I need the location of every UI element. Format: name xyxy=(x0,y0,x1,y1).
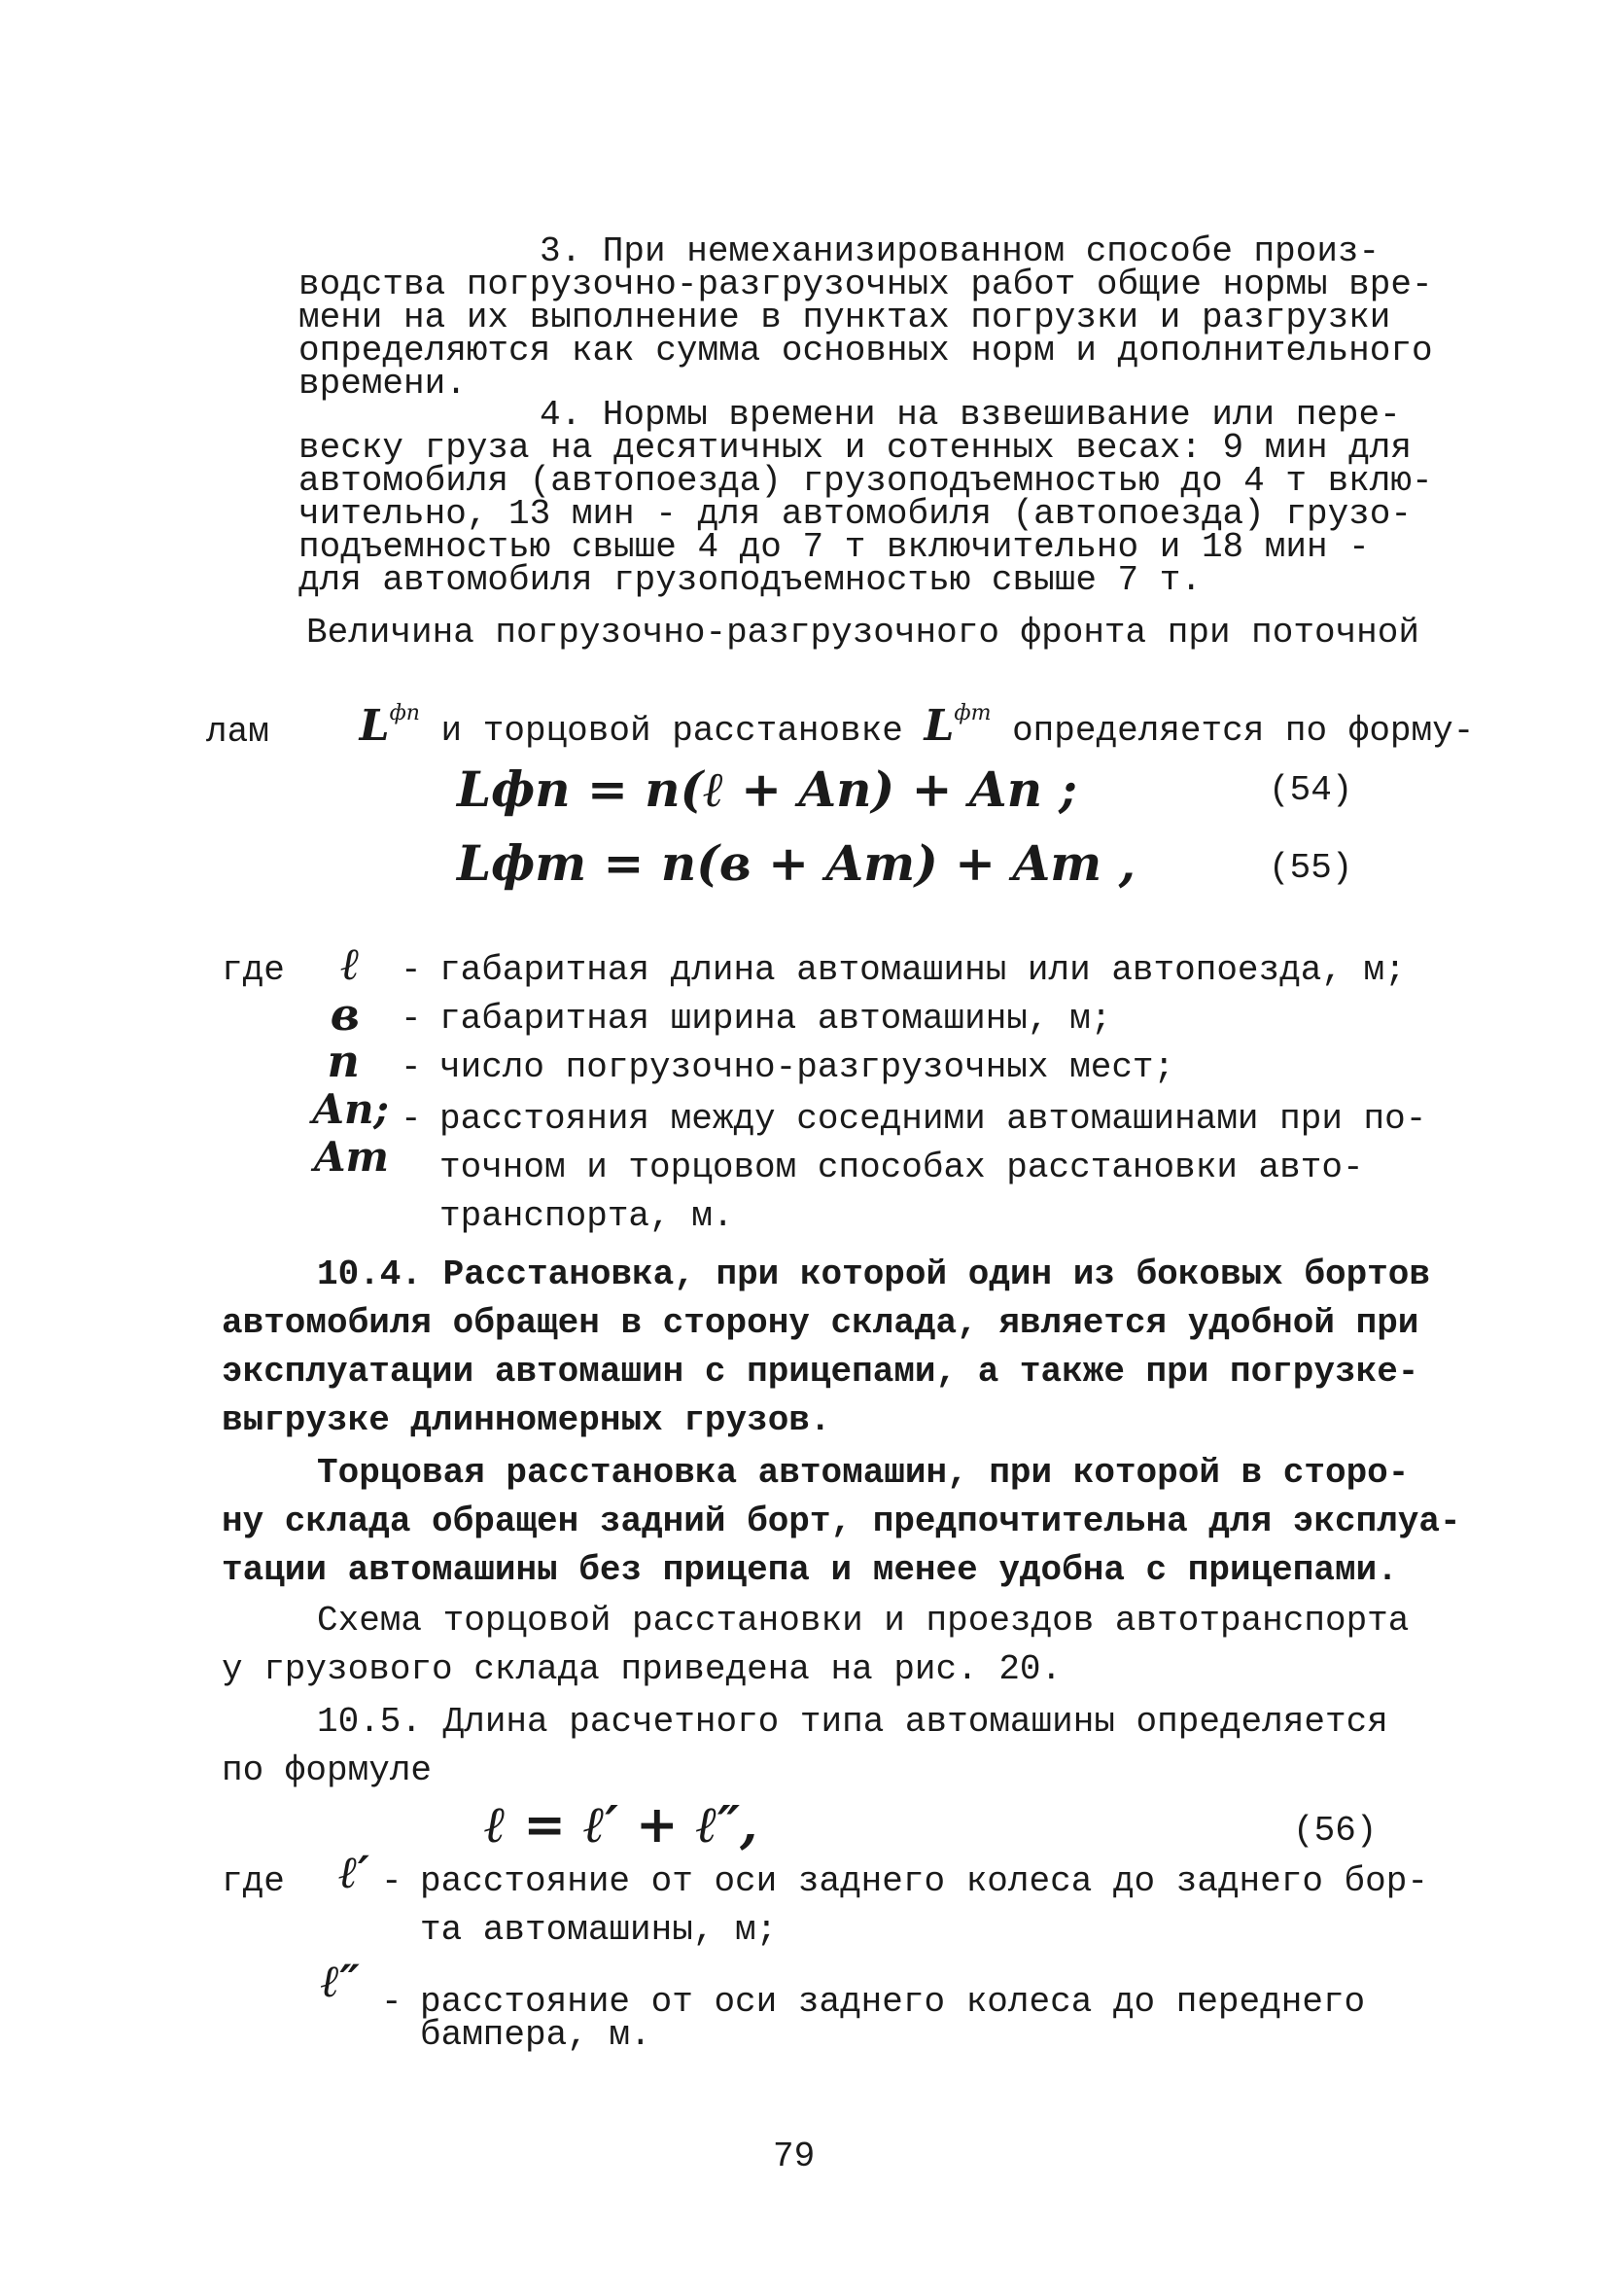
definition-text: транспорта, м. xyxy=(439,1196,734,1236)
dash: - xyxy=(381,1982,402,2022)
text-line: Торцовая расстановка автомашин, при которой в сторо- xyxy=(317,1453,1410,1493)
definition-text: расстояния между соседними автомашинами при по- xyxy=(439,1099,1427,1139)
dash: - xyxy=(381,1861,402,1901)
definition-text: габаритная длина автомашины или автопоезда, м; xyxy=(439,950,1406,990)
symbol-L-fp: L xyxy=(359,701,390,751)
text-line: лам xyxy=(206,712,269,752)
text-line: тации автомашины без прицепа и менее удобна с прицепами. xyxy=(222,1550,1398,1590)
text-line: мени на их выполнение в пунктах погрузки и разгрузки xyxy=(298,298,1391,337)
equation-number: (55) xyxy=(1269,848,1353,888)
text-line: веску груза на десятичных и сотенных весах: 9 мин для xyxy=(298,428,1412,468)
definition-text: бампера, м. xyxy=(420,2015,651,2055)
definition-text: расстояние от оси заднего колеса до заднего бор- xyxy=(420,1861,1428,1901)
equation-number: (56) xyxy=(1293,1811,1378,1851)
text-line: водства погрузочно-разгрузочных работ общие нормы вре- xyxy=(298,265,1433,304)
symbol-l-double-prime: ℓ″ xyxy=(320,1955,360,2007)
text-line: 10.4. Расстановка, при которой один из боковых бортов xyxy=(317,1254,1430,1294)
text-line: 3. При немеханизированном способе произ- xyxy=(540,231,1381,271)
definition-text: расстояние от оси заднего колеса до переднего xyxy=(420,1982,1366,2022)
page-number: 79 xyxy=(773,2137,816,2176)
text-line: 4. Нормы времени на взвешивание или пере- xyxy=(540,395,1401,435)
symbol-an-at: Aп; Aт xyxy=(312,1085,389,1181)
text-line: определяются как сумма основных норм и дополнительного xyxy=(298,331,1433,371)
text-line: автомобиля (автопоезда) грузоподъемностью до 4 т вклю- xyxy=(298,461,1433,501)
dash: - xyxy=(401,1099,422,1139)
dash: - xyxy=(401,950,422,990)
text-line: чительно, 13 мин - для автомобиля (автопоезда) грузо- xyxy=(298,494,1412,534)
text-line: для автомобиля грузоподъемностью свыше 7 т. xyxy=(298,560,1202,600)
symbol-l: ℓ xyxy=(340,937,360,990)
symbol-L-ft: L xyxy=(924,701,955,751)
text-line: выгрузке длинномерных грузов. xyxy=(222,1400,831,1440)
definition-text: габаритная ширина автомашины, м; xyxy=(439,999,1112,1039)
text-line: у грузового склада приведена на рис. 20. xyxy=(222,1649,1063,1689)
text-line: времени. xyxy=(298,364,467,404)
text-line: $L^{фп}$ и торцовой расстановке $L^{фт}$ определяется по форму- xyxy=(359,701,1475,751)
where-label: где xyxy=(222,950,285,990)
where-label: где xyxy=(222,1861,285,1901)
symbol-n: n xyxy=(327,1035,360,1087)
text-line: эксплуатации автомашин с прицепами, а также при погрузке- xyxy=(222,1352,1419,1392)
text-line: по формуле xyxy=(222,1750,433,1790)
formula-54: Lфп = n(ℓ + Aп) + Aп ; xyxy=(457,760,1077,818)
dash: - xyxy=(401,1047,422,1087)
text-line: Величина погрузочно-разгрузочного фронта при поточной xyxy=(306,613,1419,653)
text-line: автомобиля обращен в сторону склада, является удобной при xyxy=(222,1303,1419,1343)
text-line: Схема торцовой расстановки и проездов автотранспорта xyxy=(317,1601,1410,1641)
formula-55: Lфт = n(в + Aт) + Aт , xyxy=(457,834,1136,892)
text-line: подъемностью свыше 4 до 7 т включительно и 18 мин - xyxy=(298,527,1370,567)
definition-text: та автомашины, м; xyxy=(420,1910,778,1950)
symbol-l-prime: ℓ′ xyxy=(338,1846,369,1898)
text-line: 10.5. Длина расчетного типа автомашины определяется xyxy=(317,1702,1388,1742)
definition-text: точном и торцовом способах расстановки авто- xyxy=(439,1148,1364,1187)
definition-text: число погрузочно-разгрузочных мест; xyxy=(439,1047,1175,1087)
text-line: ну склада обращен задний борт, предпочтительна для эксплуа- xyxy=(222,1501,1461,1541)
symbol-b: в xyxy=(330,988,360,1041)
dash: - xyxy=(401,999,422,1039)
formula-56: ℓ = ℓ′ + ℓ″, xyxy=(484,1795,758,1854)
equation-number: (54) xyxy=(1269,770,1353,810)
